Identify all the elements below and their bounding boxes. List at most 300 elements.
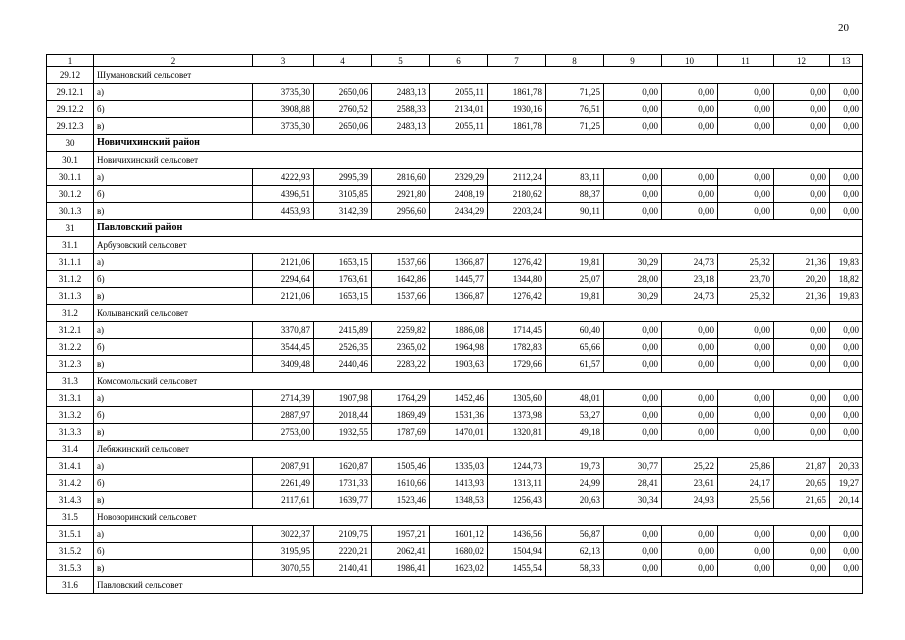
column-number-header: 8 [546, 55, 604, 67]
value-cell: 48,01 [546, 390, 604, 407]
settlement-row [47, 152, 863, 169]
value-cell: 71,25 [546, 118, 604, 135]
value-cell: 2753,00 [253, 424, 314, 441]
value-cell: 1861,78 [488, 118, 546, 135]
value-cell: 21,65 [774, 492, 830, 509]
row-code: 31.5.2 [47, 543, 94, 560]
value-cell: 0,00 [718, 84, 774, 101]
value-cell: 3142,39 [314, 203, 372, 220]
variant-label: а) [94, 390, 253, 407]
row-code: 29.12 [47, 67, 94, 84]
value-cell: 1714,45 [488, 322, 546, 339]
value-cell: 1313,11 [488, 475, 546, 492]
row-code: 31.2.3 [47, 356, 94, 373]
table-row [47, 543, 863, 560]
column-number-header: 7 [488, 55, 546, 67]
value-cell: 1366,87 [430, 254, 488, 271]
variant-label: а) [94, 169, 253, 186]
table-body [47, 67, 863, 594]
value-cell: 23,18 [662, 271, 718, 288]
district-name: Новичихинский район [94, 135, 863, 152]
value-cell: 1537,66 [372, 288, 430, 305]
value-cell: 0,00 [774, 118, 830, 135]
value-cell: 3409,48 [253, 356, 314, 373]
value-cell: 25,22 [662, 458, 718, 475]
table-row [47, 458, 863, 475]
settlement-row [47, 237, 863, 254]
value-cell: 1964,98 [430, 339, 488, 356]
value-cell: 19,73 [546, 458, 604, 475]
row-code: 31.1.2 [47, 271, 94, 288]
value-cell: 58,33 [546, 560, 604, 577]
value-cell: 90,11 [546, 203, 604, 220]
value-cell: 2283,22 [372, 356, 430, 373]
value-cell: 24,93 [662, 492, 718, 509]
value-cell: 1335,03 [430, 458, 488, 475]
row-code: 31.4.3 [47, 492, 94, 509]
value-cell: 25,32 [718, 254, 774, 271]
value-cell: 30,34 [604, 492, 662, 509]
column-number-header: 1 [47, 55, 94, 67]
value-cell: 0,00 [830, 424, 863, 441]
value-cell: 2294,64 [253, 271, 314, 288]
value-cell: 0,00 [662, 101, 718, 118]
settlement-name: Новичихинский сельсовет [94, 152, 863, 169]
value-cell: 4453,93 [253, 203, 314, 220]
value-cell: 2816,60 [372, 169, 430, 186]
value-cell: 1986,41 [372, 560, 430, 577]
value-cell: 1373,98 [488, 407, 546, 424]
value-cell: 0,00 [830, 186, 863, 203]
value-cell: 76,51 [546, 101, 604, 118]
column-number-header: 9 [604, 55, 662, 67]
value-cell: 88,37 [546, 186, 604, 203]
table-row [47, 254, 863, 271]
value-cell: 2112,24 [488, 169, 546, 186]
value-cell: 0,00 [830, 169, 863, 186]
value-cell: 1455,54 [488, 560, 546, 577]
variant-label: а) [94, 84, 253, 101]
value-cell: 0,00 [774, 186, 830, 203]
settlement-name: Арбузовский сельсовет [94, 237, 863, 254]
value-cell: 1763,61 [314, 271, 372, 288]
value-cell: 0,00 [718, 390, 774, 407]
value-cell: 0,00 [604, 339, 662, 356]
value-cell: 3735,30 [253, 84, 314, 101]
row-code: 30.1.2 [47, 186, 94, 203]
value-cell: 2180,62 [488, 186, 546, 203]
value-cell: 0,00 [718, 186, 774, 203]
value-cell: 0,00 [718, 560, 774, 577]
value-cell: 2887,97 [253, 407, 314, 424]
value-cell: 1653,15 [314, 288, 372, 305]
value-cell: 3735,30 [253, 118, 314, 135]
value-cell: 1445,77 [430, 271, 488, 288]
variant-label: б) [94, 186, 253, 203]
row-code: 30.1.3 [47, 203, 94, 220]
value-cell: 2650,06 [314, 84, 372, 101]
value-cell: 1957,21 [372, 526, 430, 543]
value-cell: 0,00 [830, 390, 863, 407]
value-cell: 3544,45 [253, 339, 314, 356]
table-row [47, 356, 863, 373]
value-cell: 1653,15 [314, 254, 372, 271]
value-cell: 2995,39 [314, 169, 372, 186]
value-cell: 2134,01 [430, 101, 488, 118]
value-cell: 61,57 [546, 356, 604, 373]
value-cell: 0,00 [830, 339, 863, 356]
table-row [47, 424, 863, 441]
variant-label: б) [94, 271, 253, 288]
value-cell: 1932,55 [314, 424, 372, 441]
value-cell: 2018,44 [314, 407, 372, 424]
row-code: 31.3.2 [47, 407, 94, 424]
value-cell: 1523,46 [372, 492, 430, 509]
row-code: 31.3.3 [47, 424, 94, 441]
value-cell: 0,00 [774, 322, 830, 339]
value-cell: 30,29 [604, 288, 662, 305]
value-cell: 1869,49 [372, 407, 430, 424]
value-cell: 0,00 [662, 390, 718, 407]
variant-label: в) [94, 118, 253, 135]
value-cell: 0,00 [774, 407, 830, 424]
value-cell: 30,77 [604, 458, 662, 475]
value-cell: 0,00 [604, 118, 662, 135]
row-code: 30.1.1 [47, 169, 94, 186]
value-cell: 24,17 [718, 475, 774, 492]
value-cell: 25,56 [718, 492, 774, 509]
value-cell: 25,86 [718, 458, 774, 475]
row-code: 29.12.3 [47, 118, 94, 135]
value-cell: 0,00 [604, 407, 662, 424]
page-number: 20 [838, 22, 849, 34]
value-cell: 2259,82 [372, 322, 430, 339]
value-cell: 4396,51 [253, 186, 314, 203]
value-cell: 3195,95 [253, 543, 314, 560]
row-code: 31.4.1 [47, 458, 94, 475]
value-cell: 2062,41 [372, 543, 430, 560]
column-number-header: 2 [94, 55, 253, 67]
table-row [47, 390, 863, 407]
value-cell: 2055,11 [430, 84, 488, 101]
value-cell: 0,00 [830, 560, 863, 577]
settlement-row [47, 305, 863, 322]
value-cell: 1930,16 [488, 101, 546, 118]
value-cell: 0,00 [774, 356, 830, 373]
value-cell: 0,00 [830, 543, 863, 560]
value-cell: 23,70 [718, 271, 774, 288]
value-cell: 0,00 [604, 424, 662, 441]
value-cell: 0,00 [604, 560, 662, 577]
row-code: 31.3.1 [47, 390, 94, 407]
settlement-name: Павловский сельсовет [94, 577, 863, 594]
value-cell: 1907,98 [314, 390, 372, 407]
value-cell: 2760,52 [314, 101, 372, 118]
column-number-header: 11 [718, 55, 774, 67]
value-cell: 0,00 [830, 84, 863, 101]
value-cell: 1620,87 [314, 458, 372, 475]
value-cell: 0,00 [718, 322, 774, 339]
value-cell: 62,13 [546, 543, 604, 560]
value-cell: 1601,12 [430, 526, 488, 543]
value-cell: 21,87 [774, 458, 830, 475]
settlement-name: Колыванский сельсовет [94, 305, 863, 322]
column-number-header: 12 [774, 55, 830, 67]
value-cell: 1639,77 [314, 492, 372, 509]
district-row [47, 135, 863, 152]
value-cell: 0,00 [604, 543, 662, 560]
variant-label: в) [94, 203, 253, 220]
column-number-row [47, 55, 863, 67]
value-cell: 1320,81 [488, 424, 546, 441]
value-cell: 24,99 [546, 475, 604, 492]
value-cell: 0,00 [662, 560, 718, 577]
value-cell: 3022,37 [253, 526, 314, 543]
value-cell: 0,00 [718, 203, 774, 220]
table-row [47, 407, 863, 424]
value-cell: 0,00 [718, 526, 774, 543]
value-cell: 25,07 [546, 271, 604, 288]
value-cell: 2440,46 [314, 356, 372, 373]
value-cell: 2220,21 [314, 543, 372, 560]
value-cell: 2415,89 [314, 322, 372, 339]
value-cell: 24,73 [662, 288, 718, 305]
value-cell: 2140,41 [314, 560, 372, 577]
value-cell: 20,20 [774, 271, 830, 288]
value-cell: 1244,73 [488, 458, 546, 475]
value-cell: 2203,24 [488, 203, 546, 220]
value-cell: 0,00 [604, 169, 662, 186]
row-code: 31.6 [47, 577, 94, 594]
row-code: 29.12.1 [47, 84, 94, 101]
value-cell: 1531,36 [430, 407, 488, 424]
value-cell: 2483,13 [372, 84, 430, 101]
value-cell: 2588,33 [372, 101, 430, 118]
value-cell: 2956,60 [372, 203, 430, 220]
value-cell: 1470,01 [430, 424, 488, 441]
variant-label: в) [94, 424, 253, 441]
value-cell: 1504,94 [488, 543, 546, 560]
value-cell: 20,14 [830, 492, 863, 509]
value-cell: 2650,06 [314, 118, 372, 135]
value-cell: 0,00 [774, 339, 830, 356]
row-code: 31.5 [47, 509, 94, 526]
value-cell: 1256,43 [488, 492, 546, 509]
column-number-header: 5 [372, 55, 430, 67]
district-row [47, 220, 863, 237]
value-cell: 60,40 [546, 322, 604, 339]
value-cell: 71,25 [546, 84, 604, 101]
value-cell: 2329,29 [430, 169, 488, 186]
table-row [47, 271, 863, 288]
variant-label: а) [94, 458, 253, 475]
settlement-name: Комсомольский сельсовет [94, 373, 863, 390]
value-cell: 3070,55 [253, 560, 314, 577]
value-cell: 1764,29 [372, 390, 430, 407]
row-code: 31.2.2 [47, 339, 94, 356]
row-code: 31.2 [47, 305, 94, 322]
table-row [47, 84, 863, 101]
row-code: 31 [47, 220, 94, 237]
row-code: 31.5.3 [47, 560, 94, 577]
row-code: 31.1 [47, 237, 94, 254]
value-cell: 0,00 [604, 203, 662, 220]
value-cell: 1305,60 [488, 390, 546, 407]
value-cell: 1731,33 [314, 475, 372, 492]
value-cell: 0,00 [718, 101, 774, 118]
value-cell: 0,00 [662, 339, 718, 356]
value-cell: 20,65 [774, 475, 830, 492]
value-cell: 1505,46 [372, 458, 430, 475]
value-cell: 0,00 [718, 118, 774, 135]
value-cell: 56,87 [546, 526, 604, 543]
value-cell: 1452,46 [430, 390, 488, 407]
value-cell: 1344,80 [488, 271, 546, 288]
value-cell: 0,00 [830, 322, 863, 339]
table-row [47, 560, 863, 577]
value-cell: 1680,02 [430, 543, 488, 560]
value-cell: 0,00 [718, 424, 774, 441]
value-cell: 0,00 [662, 203, 718, 220]
value-cell: 0,00 [774, 101, 830, 118]
column-number-header: 4 [314, 55, 372, 67]
value-cell: 0,00 [604, 356, 662, 373]
variant-label: в) [94, 356, 253, 373]
variant-label: б) [94, 101, 253, 118]
value-cell: 0,00 [662, 84, 718, 101]
row-code: 31.4 [47, 441, 94, 458]
column-number-header: 10 [662, 55, 718, 67]
value-cell: 1903,63 [430, 356, 488, 373]
value-cell: 21,36 [774, 254, 830, 271]
value-cell: 1348,53 [430, 492, 488, 509]
value-cell: 2109,75 [314, 526, 372, 543]
value-cell: 30,29 [604, 254, 662, 271]
value-cell: 0,00 [662, 186, 718, 203]
value-cell: 0,00 [718, 407, 774, 424]
variant-label: а) [94, 526, 253, 543]
value-cell: 0,00 [662, 118, 718, 135]
value-cell: 0,00 [718, 356, 774, 373]
table-row [47, 169, 863, 186]
row-code: 30.1 [47, 152, 94, 169]
value-cell: 0,00 [662, 543, 718, 560]
settlement-name: Лебяжинский сельсовет [94, 441, 863, 458]
value-cell: 0,00 [718, 543, 774, 560]
value-cell: 1782,83 [488, 339, 546, 356]
value-cell: 3105,85 [314, 186, 372, 203]
row-code: 29.12.2 [47, 101, 94, 118]
value-cell: 0,00 [774, 390, 830, 407]
column-number-header: 3 [253, 55, 314, 67]
row-code: 31.4.2 [47, 475, 94, 492]
value-cell: 0,00 [604, 526, 662, 543]
value-cell: 19,83 [830, 254, 863, 271]
value-cell: 23,61 [662, 475, 718, 492]
settlement-name: Новозоринский сельсовет [94, 509, 863, 526]
value-cell: 2921,80 [372, 186, 430, 203]
variant-label: б) [94, 407, 253, 424]
value-cell: 1276,42 [488, 288, 546, 305]
district-name: Павловский район [94, 220, 863, 237]
value-cell: 0,00 [830, 203, 863, 220]
value-cell: 19,81 [546, 288, 604, 305]
value-cell: 0,00 [662, 322, 718, 339]
value-cell: 0,00 [662, 356, 718, 373]
value-cell: 0,00 [662, 407, 718, 424]
variant-label: в) [94, 492, 253, 509]
value-cell: 0,00 [604, 322, 662, 339]
value-cell: 28,00 [604, 271, 662, 288]
value-cell: 1729,66 [488, 356, 546, 373]
value-cell: 2526,35 [314, 339, 372, 356]
value-cell: 25,32 [718, 288, 774, 305]
value-cell: 24,73 [662, 254, 718, 271]
row-code: 31.2.1 [47, 322, 94, 339]
settlement-row [47, 67, 863, 84]
row-code: 30 [47, 135, 94, 152]
table-row [47, 118, 863, 135]
value-cell: 0,00 [774, 169, 830, 186]
value-cell: 0,00 [830, 101, 863, 118]
value-cell: 0,00 [830, 526, 863, 543]
settlement-name: Шумановский сельсовет [94, 67, 863, 84]
value-cell: 4222,93 [253, 169, 314, 186]
value-cell: 1642,86 [372, 271, 430, 288]
settlement-row [47, 577, 863, 594]
value-cell: 0,00 [774, 560, 830, 577]
value-cell: 2714,39 [253, 390, 314, 407]
value-cell: 0,00 [662, 169, 718, 186]
variant-label: в) [94, 560, 253, 577]
value-cell: 19,83 [830, 288, 863, 305]
value-cell: 0,00 [774, 526, 830, 543]
value-cell: 1610,66 [372, 475, 430, 492]
row-code: 31.5.1 [47, 526, 94, 543]
value-cell: 21,36 [774, 288, 830, 305]
table-row [47, 339, 863, 356]
value-cell: 2117,61 [253, 492, 314, 509]
row-code: 31.3 [47, 373, 94, 390]
value-cell: 0,00 [830, 118, 863, 135]
table-row [47, 475, 863, 492]
variant-label: в) [94, 288, 253, 305]
value-cell: 0,00 [774, 424, 830, 441]
column-number-header: 6 [430, 55, 488, 67]
value-cell: 2261,49 [253, 475, 314, 492]
value-cell: 83,11 [546, 169, 604, 186]
settlement-row [47, 441, 863, 458]
tariff-table [46, 54, 863, 594]
value-cell: 1366,87 [430, 288, 488, 305]
value-cell: 1886,08 [430, 322, 488, 339]
table-row [47, 492, 863, 509]
value-cell: 3370,87 [253, 322, 314, 339]
table-row [47, 101, 863, 118]
value-cell: 0,00 [774, 203, 830, 220]
value-cell: 20,33 [830, 458, 863, 475]
value-cell: 2087,91 [253, 458, 314, 475]
value-cell: 28,41 [604, 475, 662, 492]
value-cell: 0,00 [830, 407, 863, 424]
value-cell: 20,63 [546, 492, 604, 509]
value-cell: 1413,93 [430, 475, 488, 492]
value-cell: 0,00 [774, 84, 830, 101]
variant-label: б) [94, 339, 253, 356]
value-cell: 65,66 [546, 339, 604, 356]
row-code: 31.1.3 [47, 288, 94, 305]
variant-label: б) [94, 475, 253, 492]
